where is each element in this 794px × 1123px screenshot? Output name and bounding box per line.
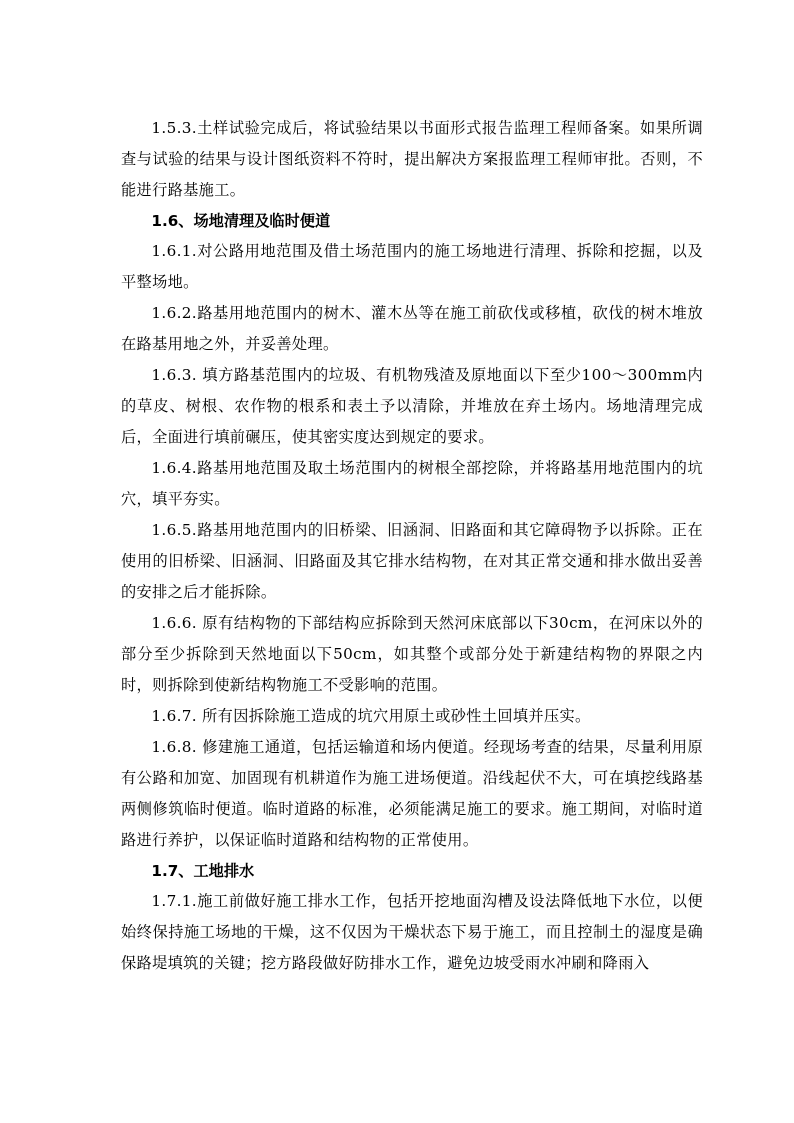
section-heading-1-7: 1.7、工地排水 xyxy=(151,862,255,880)
paragraph-1-6-8: 1.6.8. 修建施工通道，包括运输道和场内便道。经现场考查的结果，尽量利用原有公路和加宽、加固现有机耕道作为施工进场便道。沿线起伏不大，可在填挖线路基两侧修筑临时便道。临时道路的标准，必须能满足施工的要求。施工期间，对临时道路进行养护，以保证临时道路和结构物的正常使用。 xyxy=(121,738,703,849)
paragraph-1-6-5: 1.6.5.路基用地范围内的旧桥梁、旧涵洞、旧路面和其它障碍物予以拆除。正在使用的旧桥梁、旧涵洞、旧路面及其它排水结构物，在对其正常交通和排水做出妥善的安排之后才能拆除。 xyxy=(121,521,703,601)
paragraph-1-6-7: 1.6.7. 所有因拆除施工造成的坑穴用原土或砂性土回填并压实。 xyxy=(151,707,591,725)
document-body xyxy=(121,113,703,979)
paragraph-1-6-1: 1.6.1.对公路用地范围及借土场范围内的施工场地进行清理、拆除和挖掘，以及平整场地。 xyxy=(121,242,703,291)
paragraph-1-5-3: 1.5.3.土样试验完成后，将试验结果以书面形式报告监理工程师备案。如果所调查与试验的结果与设计图纸资料不符时，提出解决方案报监理工程师审批。否则，不能进行路基施工。 xyxy=(121,119,703,199)
paragraph-1-6-6: 1.6.6. 原有结构物的下部结构应拆除到天然河床底部以下30cm，在河床以外的部分至少拆除到天然地面以下50cm，如其整个或部分处于新建结构物的界限之内时，则拆除到使新结构物施工不受影响的范围。 xyxy=(121,614,703,694)
paragraph-1-6-2: 1.6.2.路基用地范围内的树木、灌木丛等在施工前砍伐或移植，砍伐的树木堆放在路基用地之外，并妥善处理。 xyxy=(121,304,703,353)
paragraph-1-6-4: 1.6.4.路基用地范围及取土场范围内的树根全部挖除，并将路基用地范围内的坑穴，填平夯实。 xyxy=(121,459,703,508)
section-heading-1-6: 1.6、场地清理及临时便道 xyxy=(151,212,331,230)
paragraph-1-6-3: 1.6.3. 填方路基范围内的垃圾、有机物残渣及原地面以下至少100～300mm内的草皮、树根、农作物的根系和表土予以清除，并堆放在弃土场内。场地清理完成后，全面进行填前碾压，使其密实度达到规定的要求。 xyxy=(121,366,703,446)
paragraph-1-7-1: 1.7.1.施工前做好施工排水工作，包括开挖地面沟槽及设法降低地下水位，以便始终保持施工场地的干燥，这不仅因为干燥状态下易于施工，而且控制土的湿度是确保路堤填筑的关键；挖方路段做好防排水工作，避免边坡受雨水冲刷和降雨入 xyxy=(121,892,703,972)
